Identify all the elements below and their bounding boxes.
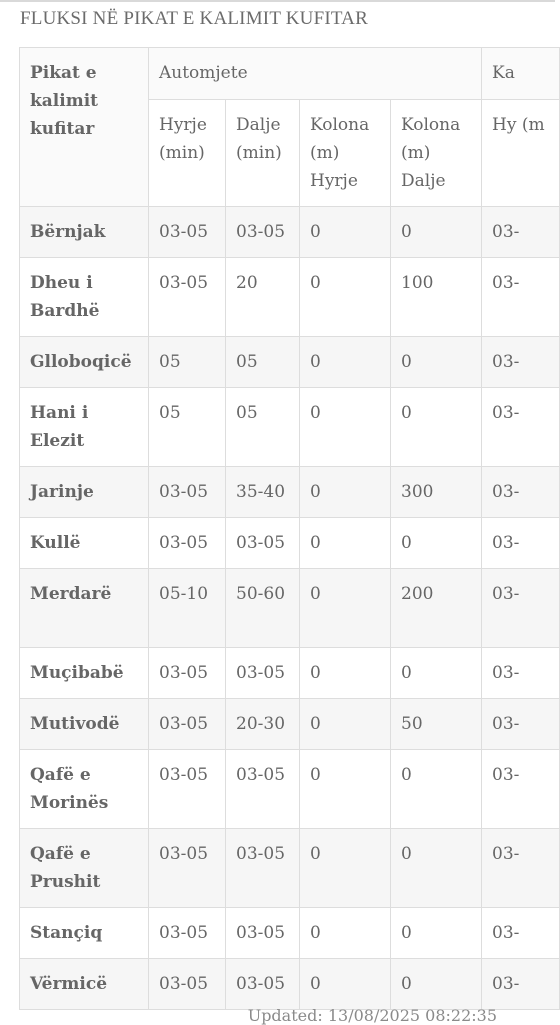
exit-time-cell: 05 xyxy=(226,337,300,388)
queue-entry-cell: 0 xyxy=(300,207,391,258)
queue-entry-cell: 0 xyxy=(300,388,391,467)
crossing-point-name: Kullë xyxy=(20,518,149,569)
queue-entry-cell: 0 xyxy=(300,518,391,569)
crossing-point-name: Hani i Elezit xyxy=(20,388,149,467)
exit-time-cell: 03-05 xyxy=(226,518,300,569)
next-group-cell: 03- xyxy=(482,388,560,467)
crossing-point-name: Muçibabë xyxy=(20,648,149,699)
next-group-cell: 03- xyxy=(482,337,560,388)
table-row xyxy=(20,829,560,908)
queue-entry-cell: 0 xyxy=(300,959,391,1010)
exit-time-cell: 05 xyxy=(226,388,300,467)
queue-entry-cell: 0 xyxy=(300,467,391,518)
entry-time-cell: 03-05 xyxy=(149,750,226,829)
queue-entry-cell: 0 xyxy=(300,908,391,959)
column-header-next-entry: Hy (m xyxy=(482,100,560,207)
group-header-vehicles: Automjete xyxy=(149,48,482,100)
crossing-point-name: Glloboqicë xyxy=(20,337,149,388)
entry-time-cell: 03-05 xyxy=(149,959,226,1010)
queue-exit-cell: 0 xyxy=(391,959,482,1010)
crossing-point-name: Vërmicë xyxy=(20,959,149,1010)
table-row xyxy=(20,750,560,829)
queue-exit-cell: 100 xyxy=(391,258,482,337)
queue-entry-cell: 0 xyxy=(300,569,391,648)
entry-time-cell: 03-05 xyxy=(149,258,226,337)
entry-time-cell: 03-05 xyxy=(149,908,226,959)
exit-time-cell: 03-05 xyxy=(226,908,300,959)
queue-exit-cell: 0 xyxy=(391,908,482,959)
exit-time-cell: 50-60 xyxy=(226,569,300,648)
table-row xyxy=(20,569,560,648)
queue-exit-cell: 200 xyxy=(391,569,482,648)
next-group-cell: 03- xyxy=(482,467,560,518)
crossing-point-name: Stançiq xyxy=(20,908,149,959)
column-header-entry-min: Hyrje (min) xyxy=(149,100,226,207)
border-flux-table xyxy=(19,47,560,1010)
crossing-point-name: Dheu i Bardhë xyxy=(20,258,149,337)
entry-time-cell: 03-05 xyxy=(149,207,226,258)
queue-entry-cell: 0 xyxy=(300,750,391,829)
next-group-cell: 03- xyxy=(482,829,560,908)
queue-exit-cell: 0 xyxy=(391,207,482,258)
column-header-queue-exit: Kolona (m) Dalje xyxy=(391,100,482,207)
next-group-cell: 03- xyxy=(482,908,560,959)
table-row xyxy=(20,388,560,467)
exit-time-cell: 20-30 xyxy=(226,699,300,750)
table-scroll-container[interactable] xyxy=(19,47,545,1000)
queue-exit-cell: 0 xyxy=(391,337,482,388)
table-row xyxy=(20,258,560,337)
table-row xyxy=(20,699,560,750)
next-group-cell: 03- xyxy=(482,207,560,258)
queue-exit-cell: 0 xyxy=(391,388,482,467)
queue-exit-cell: 0 xyxy=(391,750,482,829)
entry-time-cell: 05-10 xyxy=(149,569,226,648)
table-row xyxy=(20,959,560,1010)
entry-time-cell: 05 xyxy=(149,337,226,388)
exit-time-cell: 03-05 xyxy=(226,959,300,1010)
queue-entry-cell: 0 xyxy=(300,337,391,388)
table-row xyxy=(20,207,560,258)
next-group-cell: 03- xyxy=(482,518,560,569)
queue-entry-cell: 0 xyxy=(300,648,391,699)
table-row xyxy=(20,908,560,959)
next-group-cell: 03- xyxy=(482,648,560,699)
queue-entry-cell: 0 xyxy=(300,829,391,908)
exit-time-cell: 03-05 xyxy=(226,750,300,829)
exit-time-cell: 03-05 xyxy=(226,829,300,908)
crossing-point-name: Jarinje xyxy=(20,467,149,518)
table-row xyxy=(20,467,560,518)
entry-time-cell: 05 xyxy=(149,388,226,467)
next-group-cell: 03- xyxy=(482,258,560,337)
queue-exit-cell: 0 xyxy=(391,518,482,569)
exit-time-cell: 35-40 xyxy=(226,467,300,518)
table-row xyxy=(20,337,560,388)
next-group-cell: 03- xyxy=(482,959,560,1010)
queue-exit-cell: 0 xyxy=(391,648,482,699)
group-header-next: Ka xyxy=(482,48,560,100)
entry-time-cell: 03-05 xyxy=(149,518,226,569)
queue-entry-cell: 0 xyxy=(300,258,391,337)
crossing-point-name: Qafë e Prushit xyxy=(20,829,149,908)
crossing-point-name: Mutivodë xyxy=(20,699,149,750)
table-row xyxy=(20,648,560,699)
entry-time-cell: 03-05 xyxy=(149,467,226,518)
page-title: FLUKSI NË PIKAT E KALIMIT KUFITAR xyxy=(20,8,368,29)
column-header-crossing-point: Pikat e kalimit kufitar xyxy=(20,48,149,207)
exit-time-cell: 03-05 xyxy=(226,648,300,699)
updated-timestamp: Updated: 13/08/2025 08:22:35 xyxy=(247,1006,497,1025)
crossing-point-name: Bërnjak xyxy=(20,207,149,258)
entry-time-cell: 03-05 xyxy=(149,829,226,908)
column-header-exit-min: Dalje (min) xyxy=(226,100,300,207)
exit-time-cell: 03-05 xyxy=(226,207,300,258)
next-group-cell: 03- xyxy=(482,569,560,648)
next-group-cell: 03- xyxy=(482,699,560,750)
column-header-queue-entry: Kolona (m) Hyrje xyxy=(300,100,391,207)
entry-time-cell: 03-05 xyxy=(149,648,226,699)
queue-exit-cell: 50 xyxy=(391,699,482,750)
queue-entry-cell: 0 xyxy=(300,699,391,750)
top-divider xyxy=(0,0,555,2)
entry-time-cell: 03-05 xyxy=(149,699,226,750)
queue-exit-cell: 0 xyxy=(391,829,482,908)
table-row xyxy=(20,518,560,569)
exit-time-cell: 20 xyxy=(226,258,300,337)
queue-exit-cell: 300 xyxy=(391,467,482,518)
next-group-cell: 03- xyxy=(482,750,560,829)
crossing-point-name: Merdarë xyxy=(20,569,149,648)
crossing-point-name: Qafë e Morinës xyxy=(20,750,149,829)
